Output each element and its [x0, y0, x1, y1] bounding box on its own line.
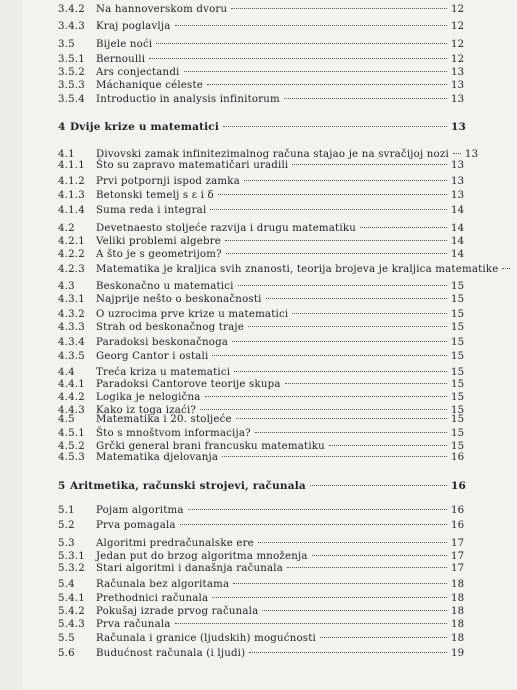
- toc-section-number: 4.1.2: [58, 176, 85, 187]
- toc-page-number: 12: [451, 39, 465, 50]
- toc-section-number: 4.1.1: [58, 160, 85, 171]
- toc-section-title: Jedan put do brzog algoritma množenja: [96, 551, 308, 562]
- toc-section-title: Treća kriza u matematici: [96, 367, 231, 378]
- dot-leader: [149, 58, 447, 59]
- toc-entry[interactable]: [58, 606, 473, 617]
- toc-page-number: 18: [451, 606, 465, 617]
- toc-section-title: Prva pomagala: [96, 520, 176, 531]
- toc-section-number: 5.1: [58, 505, 75, 516]
- toc-section-title: Prethodnici računala: [96, 593, 209, 604]
- toc-entry[interactable]: [58, 351, 473, 362]
- dot-leader: [225, 240, 447, 241]
- dot-leader: [234, 371, 447, 372]
- dot-leader: [175, 25, 447, 26]
- toc-section-number: 3.5.4: [58, 94, 85, 105]
- dot-leader: [188, 509, 447, 510]
- toc-section-title: Što s mnoštvom informacija?: [96, 428, 251, 439]
- toc-section-title: Bijele noći: [96, 39, 153, 50]
- dot-leader: [287, 567, 447, 568]
- dot-leader: [212, 355, 447, 356]
- toc-section-number: 4.3.5: [58, 351, 85, 362]
- toc-page-number: 14: [451, 205, 465, 216]
- toc-page-number: 19: [451, 648, 465, 659]
- dot-leader: [310, 485, 447, 486]
- dot-leader: [218, 194, 447, 195]
- toc-section-title: Kako iz toga izaći?: [96, 405, 197, 416]
- dot-leader: [231, 8, 447, 9]
- toc-page-number: 12: [451, 21, 465, 32]
- dot-leader: [360, 227, 447, 228]
- toc-entry[interactable]: [58, 4, 473, 15]
- toc-entry[interactable]: [58, 520, 473, 531]
- dot-leader: [320, 637, 447, 638]
- dot-leader: [233, 583, 447, 584]
- toc-entry[interactable]: [58, 337, 473, 348]
- dot-leader: [236, 418, 447, 419]
- toc-entry[interactable]: [58, 236, 473, 247]
- toc-section-title: Máchanique céleste: [96, 80, 203, 91]
- toc-entry[interactable]: [58, 281, 473, 292]
- toc-section-title: O uzrocima prve krize u matematici: [96, 309, 289, 320]
- toc-entry[interactable]: [58, 593, 473, 604]
- toc-page-number: 17: [451, 551, 465, 562]
- toc-section-number: 3.5: [58, 39, 75, 50]
- toc-entry[interactable]: [58, 563, 473, 574]
- toc-section-title: Pojam algoritma: [96, 505, 184, 516]
- toc-page-number: 14: [451, 249, 465, 260]
- toc-page-number: 16: [451, 480, 467, 492]
- toc-section-number: 4.4.2: [58, 392, 85, 403]
- toc-section-title: Georg Cantor i ostali: [96, 351, 209, 362]
- toc-section-title: Dvije krize u matematici: [70, 121, 220, 133]
- toc-page-number: 16: [451, 520, 465, 531]
- dot-leader: [249, 652, 447, 653]
- toc-entry[interactable]: [58, 309, 473, 320]
- toc-section-number: 5.4.1: [58, 593, 85, 604]
- toc-section-number: 4.1.4: [58, 205, 85, 216]
- toc-section-number: 4.1.3: [58, 190, 85, 201]
- toc-section-number: 4.5.3: [58, 452, 85, 463]
- toc-section-title: Aritmetika, računski strojevi, računala: [70, 480, 306, 492]
- toc-page-number: 17: [451, 563, 465, 574]
- toc-entry[interactable]: [58, 190, 473, 201]
- toc-chapter-entry[interactable]: [58, 480, 473, 492]
- dot-leader: [175, 623, 447, 624]
- toc-page-number: 15: [451, 337, 465, 348]
- toc-page-number: 13: [451, 190, 465, 201]
- dot-leader: [232, 341, 447, 342]
- dot-leader: [312, 555, 447, 556]
- toc-section-title: Introductio in analysis infinitorum: [96, 94, 280, 105]
- toc-section-title: Najprije nešto o beskonačnosti: [96, 294, 262, 305]
- toc-section-number: 4.3.4: [58, 337, 85, 348]
- toc-section-number: 4.3.2: [58, 309, 85, 320]
- toc-entry[interactable]: [58, 452, 473, 463]
- toc-chapter-entry[interactable]: [58, 121, 473, 133]
- toc-section-title: Ars conjectandi: [96, 67, 180, 78]
- toc-section-title: Paradoksi Cantorove teorije skupa: [96, 379, 281, 390]
- toc-page-number: 16: [451, 505, 465, 516]
- toc-page-number: 15: [451, 414, 465, 425]
- toc-section-number: 5.6: [58, 648, 75, 659]
- toc-section-title: Veliki problemi algebre: [96, 236, 222, 247]
- toc-section-title: Strah od beskonačnog traje: [96, 322, 245, 333]
- dot-leader: [207, 84, 447, 85]
- toc-section-title: Budućnost računala (i ljudi): [96, 648, 246, 659]
- dot-leader: [258, 542, 447, 543]
- toc-page-number: 17: [451, 538, 465, 549]
- toc-section-number: 4.1: [58, 149, 75, 160]
- toc-entry[interactable]: [58, 322, 473, 333]
- dot-leader: [212, 597, 447, 598]
- dot-leader: [180, 524, 447, 525]
- toc-section-title: Stari algoritmi i današnja računala: [96, 563, 284, 574]
- toc-section-title: Paradoksi beskonačnoga: [96, 337, 229, 348]
- toc-section-number: 5: [58, 480, 66, 492]
- toc-page-number: 16: [451, 452, 465, 463]
- toc-entry[interactable]: [58, 264, 499, 275]
- toc-entry[interactable]: [58, 441, 473, 452]
- toc-section-number: 3.5.1: [58, 54, 85, 65]
- toc-section-title: Prvi potpornji ispod zamka: [96, 176, 240, 187]
- toc-section-number: 5.4: [58, 579, 75, 590]
- toc-entry[interactable]: [58, 505, 473, 516]
- dot-leader: [226, 253, 447, 254]
- dot-leader: [184, 71, 448, 72]
- toc-entry[interactable]: [58, 80, 473, 91]
- toc-page-number: 13: [451, 80, 465, 91]
- dot-leader: [285, 383, 447, 384]
- toc-page-number: 15: [451, 281, 465, 292]
- toc-entry[interactable]: [58, 54, 473, 65]
- toc-section-number: 4.2.1: [58, 236, 85, 247]
- toc-page-number: 18: [451, 633, 465, 644]
- dot-leader: [200, 409, 447, 410]
- toc-section-number: 5.3.2: [58, 563, 85, 574]
- toc-section-number: 5.4.3: [58, 619, 85, 630]
- toc-entry[interactable]: [58, 551, 473, 562]
- toc-section-number: 5.5: [58, 633, 75, 644]
- toc-section-title: Algoritmi predračunalske ere: [96, 538, 254, 549]
- toc-section-number: 4.2: [58, 223, 75, 234]
- toc-section-title: Računala bez algoritama: [96, 579, 230, 590]
- toc-entry[interactable]: [58, 538, 473, 549]
- dot-leader: [255, 432, 447, 433]
- toc-page-number: 13: [451, 94, 465, 105]
- dot-leader: [266, 298, 447, 299]
- toc-section-number: 4.3.1: [58, 294, 85, 305]
- toc-entry[interactable]: [58, 392, 473, 403]
- toc-section-number: 4.2.3: [58, 264, 85, 275]
- toc-section-number: 4.5: [58, 414, 75, 425]
- toc-section-number: 5.3.1: [58, 551, 85, 562]
- toc-section-title: Prva računala: [96, 619, 171, 630]
- toc-section-number: 5.4.2: [58, 606, 85, 617]
- toc-entry[interactable]: [58, 149, 479, 160]
- toc-page-number: 12: [451, 4, 465, 15]
- dot-leader: [223, 126, 447, 127]
- toc-section-number: 4.4: [58, 367, 75, 378]
- toc-page-number: 14: [451, 236, 465, 247]
- toc-section-number: 4.4.1: [58, 379, 85, 390]
- toc-section-title: Što su zapravo matematičari uradili: [96, 160, 289, 171]
- toc-entry[interactable]: [58, 619, 473, 630]
- toc-page-number: 15: [451, 367, 465, 378]
- toc-page-number: 15: [451, 392, 465, 403]
- dot-leader: [205, 396, 448, 397]
- dot-leader: [222, 456, 447, 457]
- toc-page-number: 15: [451, 379, 465, 390]
- toc-section-title: Matematika djelovanja: [96, 452, 219, 463]
- toc-section-number: 3.4.3: [58, 21, 85, 32]
- toc-entry[interactable]: [58, 633, 473, 644]
- toc-page-number: 15: [451, 351, 465, 362]
- toc-page-number: 18: [451, 593, 465, 604]
- dot-leader: [284, 98, 447, 99]
- toc-entry[interactable]: [58, 21, 473, 32]
- toc-page-number: 14: [451, 223, 465, 234]
- toc-page-number: 15: [451, 309, 465, 320]
- toc-entry[interactable]: [58, 160, 473, 171]
- toc-section-title: Betonski temelj s ε i δ: [96, 190, 214, 201]
- toc-section-title: Matematika je kraljica svih znanosti, teorija brojeva je kraljica matematike: [96, 264, 499, 275]
- toc-section-number: 4.4.3: [58, 405, 85, 416]
- toc-page-number: 15: [451, 441, 465, 452]
- dot-leader: [210, 209, 447, 210]
- toc-page-number: 15: [451, 294, 465, 305]
- toc-page-number: 15: [451, 322, 465, 333]
- toc-section-title: Beskonačno u matematici: [96, 281, 234, 292]
- toc-page-number: 18: [451, 619, 465, 630]
- toc-page-number: 13: [451, 67, 465, 78]
- toc-entry[interactable]: [58, 249, 473, 260]
- toc-page-number: 15: [451, 428, 465, 439]
- toc-section-number: 3.4.2: [58, 4, 85, 15]
- toc-entry[interactable]: [58, 367, 473, 378]
- toc-section-title: Računala i granice (ljudskih) mogućnosti: [96, 633, 316, 644]
- toc-page-number: 13: [451, 121, 467, 133]
- toc-entry[interactable]: [58, 205, 473, 216]
- toc-entry[interactable]: [58, 648, 473, 659]
- toc-section-title: Devetnaesto stoljeće razvija i drugu matematiku: [96, 223, 356, 234]
- toc-entry[interactable]: [58, 428, 473, 439]
- toc-page-number: 12: [451, 54, 465, 65]
- toc-entry[interactable]: [58, 176, 473, 187]
- toc-entry[interactable]: [58, 414, 473, 425]
- toc-section-title: Suma reda i integral: [96, 205, 207, 216]
- toc-entry[interactable]: [58, 94, 473, 105]
- toc-section-title: Kraj poglavlja: [96, 21, 171, 32]
- toc-section-title: A što je s geometrijom?: [96, 249, 222, 260]
- toc-section-number: 4.5.2: [58, 441, 85, 452]
- toc-page-number: 13: [451, 176, 465, 187]
- dot-leader: [156, 43, 447, 44]
- dot-leader: [238, 285, 447, 286]
- toc-page-number: 15: [451, 405, 465, 416]
- toc-section-number: 4.2.2: [58, 249, 85, 260]
- toc-entry[interactable]: [58, 223, 473, 234]
- toc-page-number: 18: [451, 579, 465, 590]
- toc-section-number: 3.5.2: [58, 67, 85, 78]
- toc-section-title: Divovski zamak infinitezimalnog računa stajao je na svračijoj nozi: [96, 149, 449, 160]
- toc-section-number: 4.3.3: [58, 322, 85, 333]
- toc-entry[interactable]: [58, 67, 473, 78]
- toc-section-number: 4: [58, 121, 66, 133]
- toc-section-title: Grčki general brani francusku matematiku: [96, 441, 325, 452]
- toc-entry[interactable]: [58, 294, 473, 305]
- dot-leader: [244, 180, 447, 181]
- toc-section-number: 5.2: [58, 520, 75, 531]
- toc-section-number: 5.3: [58, 538, 75, 549]
- toc-section-title: Pokušaj izrade prvog računala: [96, 606, 259, 617]
- toc-section-title: Matematika i 20. stoljeće: [96, 414, 232, 425]
- dot-leader: [502, 268, 510, 269]
- toc-section-number: 4.5.1: [58, 428, 85, 439]
- dot-leader: [248, 326, 447, 327]
- toc-section-title: Logika je nelogična: [96, 392, 201, 403]
- toc-section-title: Bernoulli: [96, 54, 146, 65]
- toc-section-number: 3.5.3: [58, 80, 85, 91]
- dot-leader: [453, 153, 461, 154]
- toc-entry[interactable]: [58, 39, 473, 50]
- dot-leader: [292, 164, 447, 165]
- dot-leader: [262, 610, 447, 611]
- toc-section-number: 4.3: [58, 281, 75, 292]
- dot-leader: [329, 445, 447, 446]
- toc-section-title: Na hannoverskom dvoru: [96, 4, 228, 15]
- toc-page-number: 13: [464, 149, 479, 160]
- toc-entry[interactable]: [58, 379, 473, 390]
- dot-leader: [292, 313, 447, 314]
- toc-page-number: 13: [451, 160, 465, 171]
- toc-entry[interactable]: [58, 579, 473, 590]
